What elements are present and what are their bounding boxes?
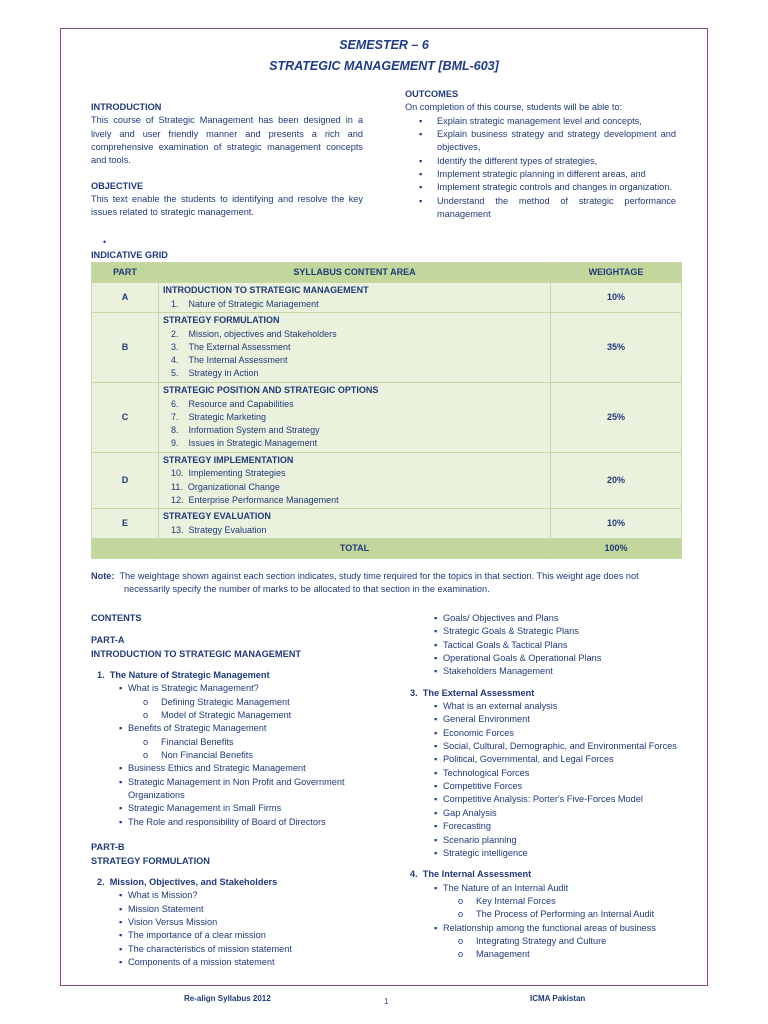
stray-bullet: • — [103, 237, 107, 247]
grid-row — [92, 283, 682, 313]
outcomes-lead: On completion of this course, students will be able to: — [405, 102, 623, 113]
grid-row — [92, 313, 682, 383]
grid-area-item: 9. Issues in Strategic Management — [171, 438, 318, 449]
section-2-list — [91, 889, 391, 969]
outcome-item: ▪ Identify the different types of strategies, — [405, 155, 676, 168]
objective-text: This text enable the students to identifying and resolve the key issues related to strategic management. — [91, 194, 363, 218]
section-4-title: 4. The Internal Assessment — [410, 869, 532, 880]
contents-item: ▪ Tactical Goals & Tactical Plans — [406, 639, 696, 652]
contents-right-column — [406, 612, 696, 962]
grid-row — [92, 383, 682, 453]
grid-area-item: 6. Resource and Capabilities — [171, 398, 294, 409]
contents-item: ▪ Stakeholders Management — [406, 665, 696, 678]
grid-area — [159, 453, 551, 509]
grid-area-title: INTRODUCTION TO STRATEGIC MANAGEMENT — [163, 285, 369, 296]
contents-item: ▪ Forecasting — [406, 820, 696, 833]
grid-area-title: STRATEGY EVALUATION — [163, 511, 271, 522]
grid-part: C — [92, 383, 159, 453]
grid-area-item: 12. Enterprise Performance Management — [171, 494, 339, 505]
section-1-list — [91, 682, 391, 829]
contents-heading: CONTENTS — [91, 613, 142, 623]
contents-subitem: o The Process of Performing an Internal Audit — [406, 908, 696, 921]
course-title: STRATEGIC MANAGEMENT [BML-603] — [269, 59, 499, 73]
section-1-title: 1. The Nature of Strategic Management — [97, 670, 270, 681]
contents-item: ▪ The characteristics of mission statement — [91, 943, 391, 956]
section-3-title: 3. The External Assessment — [410, 687, 535, 698]
grid-weight: 10% — [551, 509, 682, 539]
contents-item: ▪ Operational Goals & Operational Plans — [406, 652, 696, 665]
grid-area-title: STRATEGY IMPLEMENTATION — [163, 455, 294, 465]
part-a-title: INTRODUCTION TO STRATEGIC MANAGEMENT — [91, 648, 301, 659]
contents-item: ▪ Mission Statement — [91, 903, 391, 916]
grid-area-item: 1. Nature of Strategic Management — [171, 298, 319, 309]
contents-item: ▪ Gap Analysis — [406, 807, 696, 820]
grid-area — [159, 283, 551, 313]
note-line2: necessarily specify the number of marks to be allocated to that section in the examination. — [124, 584, 490, 595]
grid-row — [92, 509, 682, 539]
contents-item: ▪ Components of a mission statement — [91, 956, 391, 969]
grid-heading: INDICATIVE GRID — [91, 250, 168, 260]
section-4-list — [406, 882, 696, 962]
grid-area-item: 7. Strategic Marketing — [171, 411, 267, 422]
contents-item: ▪ Vision Versus Mission — [91, 916, 391, 929]
grid-area-item: 5. Strategy in Action — [171, 368, 259, 379]
contents-item: ▪ Goals/ Objectives and Plans — [406, 612, 696, 625]
contents-item: ▪ Strategic intelligence — [406, 847, 696, 860]
grid-weight: 20% — [551, 453, 682, 509]
contents-item: ▪ Strategic Management in Non Profit and Government Organizations — [91, 776, 391, 803]
grid-total-row — [92, 539, 682, 559]
contents-item: ▪ Political, Governmental, and Legal Forces — [406, 753, 696, 766]
grid-row — [92, 453, 682, 509]
grid-area-item: 8. Information System and Strategy — [171, 425, 320, 436]
col-area-header: SYLLABUS CONTENT AREA — [159, 263, 551, 283]
contents-item: ▪ Technological Forces — [406, 767, 696, 780]
section-2-title: 2. Mission, Objectives, and Stakeholders — [97, 876, 278, 887]
objective-heading: OBJECTIVE — [91, 180, 144, 191]
contents-item: ▪ The Role and responsibility of Board of Directors — [91, 816, 391, 829]
grid-area — [159, 383, 551, 453]
contents-item: ▪ General Environment — [406, 713, 696, 726]
part-b-title: STRATEGY FORMULATION — [91, 855, 210, 866]
contents-item: ▪ Relationship among the functional areas of business — [406, 922, 696, 935]
outcomes-list — [405, 115, 676, 222]
contents-item: ▪ Business Ethics and Strategic Management — [91, 762, 391, 775]
grid-total-label: TOTAL — [159, 539, 551, 559]
grid-area-title: STRATEGIC POSITION AND STRATEGIC OPTIONS — [163, 385, 379, 396]
grid-total-value: 100% — [551, 539, 682, 559]
contents-subitem: o Non Financial Benefits — [91, 749, 391, 762]
grid-area-item: 2. Mission, objectives and Stakeholders — [171, 328, 337, 339]
section-2-continued-list — [406, 612, 696, 679]
contents-item: ▪ What is Mission? — [91, 889, 391, 902]
introduction-heading: INTRODUCTION — [91, 102, 162, 112]
contents-subitem: o Key Internal Forces — [406, 895, 696, 908]
col-part-header: PART — [92, 263, 159, 283]
contents-item: ▪ The importance of a clear mission — [91, 929, 391, 942]
contents-item: ▪ Scenario planning — [406, 834, 696, 847]
note-label: Note: — [91, 571, 115, 581]
grid-part: A — [92, 283, 159, 313]
outcome-item: ▪ Explain strategic management level and concepts, — [405, 115, 676, 128]
outcome-item: ▪ Implement strategic controls and changes in organization. — [405, 181, 676, 194]
indicative-grid-table — [91, 262, 682, 559]
grid-area-item: 3. The External Assessment — [171, 341, 291, 352]
footer-left: Re-align Syllabus 2012 — [184, 994, 271, 1003]
contents-item: ▪ Economic Forces — [406, 727, 696, 740]
note-line1: The weightage shown against each section indicates, study time required for the topics in that section. This weight age does not — [119, 571, 639, 581]
grid-area — [159, 313, 551, 383]
grid-header-row — [92, 263, 682, 283]
outcomes-heading: OUTCOMES — [405, 89, 459, 99]
outcome-item: ▪ Explain business strategy and strategy development and objectives, — [405, 128, 676, 155]
outcome-item: ▪ Understand the method of strategic performance management — [405, 195, 676, 222]
grid-weight: 35% — [551, 313, 682, 383]
outcome-item: ▪ Implement strategic planning in different areas, and — [405, 168, 676, 181]
part-b-label: PART-B — [91, 842, 125, 853]
grid-area-item: 4. The Internal Assessment — [171, 355, 288, 366]
contents-item: ▪ Competitive Forces — [406, 780, 696, 793]
contents-item: ▪ Social, Cultural, Demographic, and Environmental Forces — [406, 740, 696, 753]
contents-subitem: o Defining Strategic Management — [91, 696, 391, 709]
grid-weight: 10% — [551, 283, 682, 313]
contents-item: ▪ What is Strategic Management? — [91, 682, 391, 695]
contents-item: ▪ The Nature of an Internal Audit — [406, 882, 696, 895]
grid-total-spacer — [92, 539, 159, 559]
section-3-list — [406, 700, 696, 860]
grid-part: E — [92, 509, 159, 539]
contents-item: ▪ Benefits of Strategic Management — [91, 722, 391, 735]
grid-area-title: STRATEGY FORMULATION — [163, 315, 280, 326]
grid-area-item: 11. Organizational Change — [171, 481, 280, 492]
contents-item: ▪ Strategic Goals & Strategic Plans — [406, 625, 696, 638]
footer-right: ICMA Pakistan — [530, 994, 586, 1003]
semester-title: SEMESTER – 6 — [339, 38, 429, 52]
col-weight-header: WEIGHTAGE — [551, 263, 682, 283]
contents-subitem: o Integrating Strategy and Culture — [406, 935, 696, 948]
grid-area-item: 13. Strategy Evaluation — [171, 524, 267, 535]
page-number: 1 — [384, 997, 389, 1006]
contents-item: ▪ Competitive Analysis: Porter's Five-Forces Model — [406, 793, 696, 806]
weightage-note — [91, 570, 691, 597]
contents-subitem: o Financial Benefits — [91, 736, 391, 749]
grid-area — [159, 509, 551, 539]
contents-subitem: o Management — [406, 948, 696, 961]
contents-subitem: o Model of Strategic Management — [91, 709, 391, 722]
introduction-text: This course of Strategic Management has been designed in a lively and user friendly manner and presents a rich and comprehensive examination of strategic management concepts and tools. — [91, 115, 363, 166]
outcomes-section — [405, 88, 676, 221]
contents-item: ▪ Strategic Management in Small Firms — [91, 802, 391, 815]
introduction-section — [91, 101, 363, 220]
part-a-label: PART-A — [91, 635, 125, 646]
contents-item: ▪ What is an external analysis — [406, 700, 696, 713]
grid-part: B — [92, 313, 159, 383]
grid-weight: 25% — [551, 383, 682, 453]
grid-part: D — [92, 453, 159, 509]
grid-area-item: 10. Implementing Strategies — [171, 468, 286, 479]
contents-left-column — [91, 612, 391, 969]
